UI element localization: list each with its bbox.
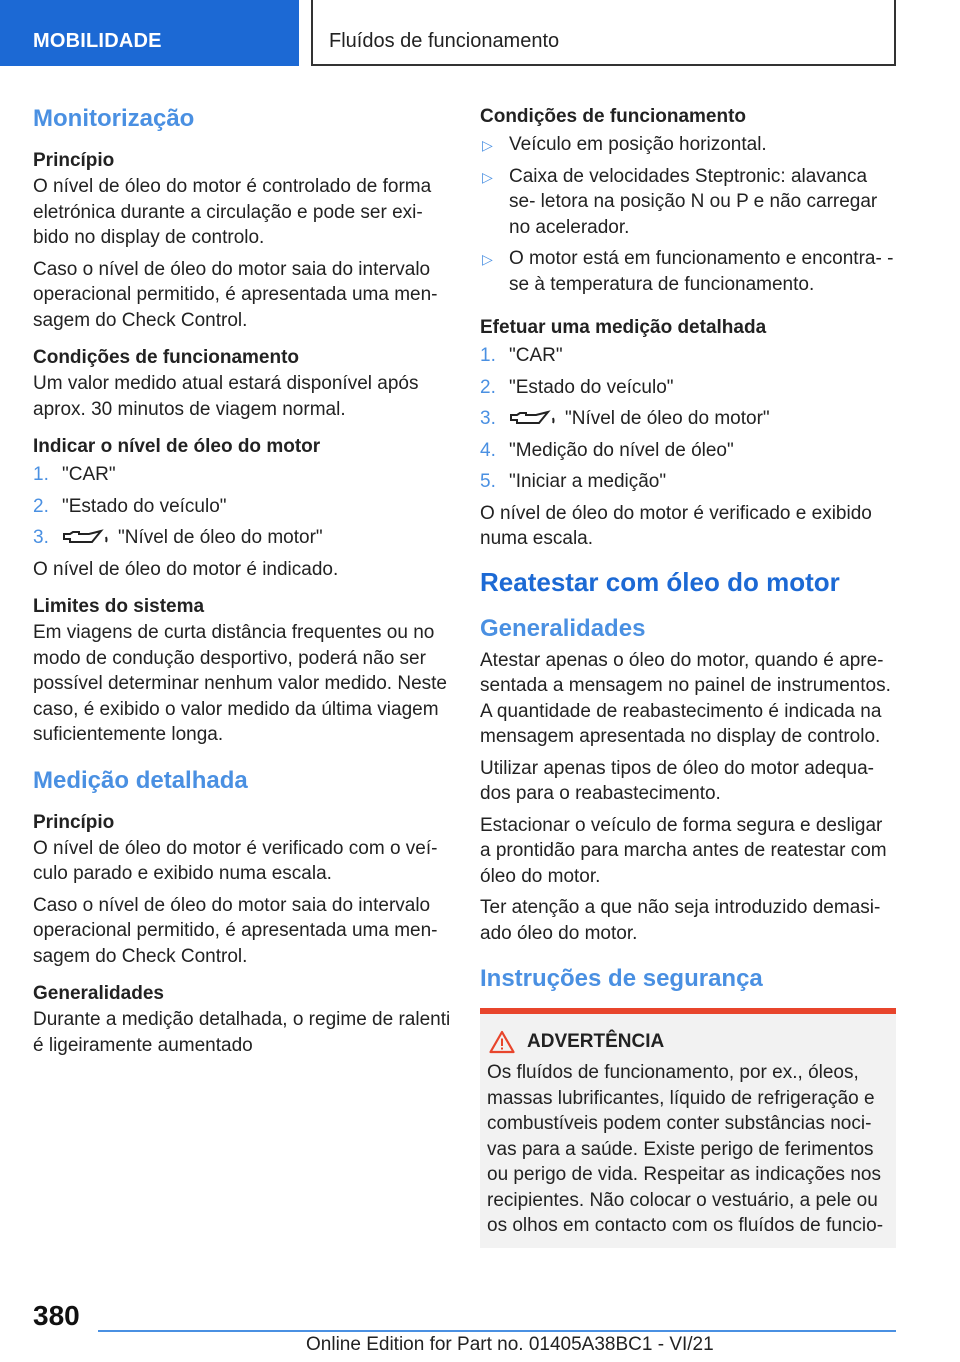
section-heading-monitorizacao: Monitorização	[33, 105, 195, 132]
step-text: "Medição do nível de óleo"	[509, 439, 734, 461]
section-heading-seguranca: Instruções de segurança	[480, 965, 763, 992]
step-text: "Nível de óleo do motor"	[565, 408, 770, 429]
step-text: "Estado do veículo"	[509, 376, 674, 398]
list-item-text: Veículo em posição horizontal.	[509, 134, 767, 155]
subheading-principio: Princípio	[33, 150, 115, 171]
page-header	[0, 0, 960, 66]
warning-triangle-icon	[489, 1030, 515, 1054]
step-text: "Estado do veículo"	[62, 495, 227, 517]
list-item	[480, 132, 896, 158]
subheading-efetuar: Efetuar uma medição detalhada	[480, 317, 767, 338]
paragraph: Um valor medido atual estará disponível após aprox. 30 minutos de viagem normal.	[33, 373, 419, 420]
chapter-title: Fluídos de funcionamento	[311, 0, 896, 66]
subheading-indicar: Indicar o nível de óleo do motor	[33, 436, 321, 457]
section-heading-reatestar: Reatestar com óleo do motor	[480, 566, 840, 597]
oil-can-icon	[509, 409, 557, 427]
paragraph: Utilizar apenas tipos de óleo do motor adequa- dos para o reabastecimento.	[480, 757, 874, 804]
step-text: "CAR"	[509, 345, 563, 366]
steps-list-indicar	[33, 462, 451, 551]
step-number: 2.	[33, 495, 49, 517]
left-column	[33, 100, 451, 1064]
list-item	[480, 164, 896, 241]
list-item	[480, 406, 896, 432]
paragraph: Em viagens de curta distância frequentes ou no modo de condução desportivo, poderá não ser possível determinar nenhum valor medido. Neste caso, é exibido o valor medido da última viagem suficientemente longa.	[33, 622, 447, 745]
step-number: 3.	[33, 527, 49, 548]
subheading-condicoes: Condições de funcionamento	[33, 347, 300, 368]
subheading-condicoes: Condições de funcionamento	[480, 106, 747, 127]
steps-list-efetuar	[480, 343, 896, 495]
section-heading-generalidades: Generalidades	[480, 614, 646, 642]
step-number: 1.	[480, 345, 496, 366]
right-column	[480, 100, 896, 1248]
paragraph: Atestar apenas o óleo do motor, quando é apre- sentada a mensagem no painel de instrumentos. A quantidade de reabastecimento é indicada na mensagem apresentada no display de controlo.	[480, 649, 891, 747]
paragraph: O nível de óleo do motor é controlado de forma eletrónica durante a circulação e pode ser exi- bido no display de controlo.	[33, 176, 432, 248]
subheading-principio: Princípio	[33, 811, 115, 833]
paragraph: O nível de óleo do motor é verificado e exibido numa escala.	[480, 502, 872, 549]
oil-can-icon	[62, 528, 110, 546]
paragraph: Estacionar o veículo de forma segura e desligar a prontidão para marcha antes de reatestar com óleo do motor.	[480, 814, 887, 887]
step-number: 2.	[480, 376, 496, 398]
section-heading-medicao: Medição detalhada	[33, 766, 248, 794]
page-number: 380	[33, 1300, 80, 1331]
step-number: 1.	[33, 464, 49, 485]
step-text: "CAR"	[62, 464, 116, 485]
paragraph: Caso o nível de óleo do motor saia do intervalo operacional permitido, é apresentada uma men- sagem do Check Control.	[33, 894, 438, 967]
step-number: 4.	[480, 439, 496, 461]
list-item-text: O motor está em funcionamento e encontra- -se à temperatura de funcionamento.	[509, 248, 894, 295]
step-number: 3.	[480, 408, 496, 429]
warning-title	[487, 1030, 888, 1054]
triangle-bullet-icon: ▷	[482, 168, 493, 185]
list-item	[33, 525, 451, 551]
step-text: "Iniciar a medição"	[509, 471, 667, 492]
list-item	[480, 438, 896, 464]
step-text: "Nível de óleo do motor"	[118, 527, 323, 548]
paragraph: Durante a medição detalhada, o regime de ralenti é ligeiramente aumentado	[33, 1009, 451, 1056]
footer-divider	[98, 1330, 896, 1332]
conditions-list	[480, 132, 896, 297]
list-item	[480, 246, 896, 297]
paragraph: Caso o nível de óleo do motor saia do intervalo operacional permitido, é apresentada uma men- sagem do Check Control.	[33, 258, 438, 331]
paragraph: O nível de óleo do motor é indicado.	[33, 558, 339, 580]
list-item	[33, 494, 451, 520]
warning-text: Os fluídos de funcionamento, por ex., óleos, massas lubrificantes, líquido de refrigeração e combustíveis podem conter substâncias noci- vas para a saúde. Existe perigo de ferimentos ou perigo de vida. Respeitar as indicações nos recipientes. Não colocar o vestuário, a pele ou os olhos em contacto com os fluídos de funcio-	[487, 1062, 884, 1236]
paragraph: O nível de óleo do motor é verificado com o veí- culo parado e exibido numa escala.	[33, 837, 438, 884]
triangle-bullet-icon: ▷	[482, 251, 493, 267]
warning-box	[480, 1008, 896, 1248]
warning-title-text: ADVERTÊNCIA	[527, 1031, 665, 1052]
subheading-limites: Limites do sistema	[33, 596, 205, 617]
footer-edition: Online Edition for Part no. 01405A38BC1 - VI/21	[306, 1334, 714, 1355]
list-item	[480, 469, 896, 495]
paragraph: Ter atenção a que não seja introduzido demasi- ado óleo do motor.	[480, 897, 881, 944]
list-item-text: Caixa de velocidades Steptronic: alavanca se- letora na posição N ou P e não carregar no acelerador.	[509, 165, 878, 238]
step-number: 5.	[480, 471, 496, 492]
list-item	[480, 343, 896, 369]
list-item	[33, 462, 451, 488]
triangle-bullet-icon: ▷	[482, 137, 493, 153]
list-item	[480, 375, 896, 401]
section-tab[interactable]: MOBILIDADE	[0, 0, 299, 66]
subheading-generalidades: Generalidades	[33, 983, 164, 1004]
